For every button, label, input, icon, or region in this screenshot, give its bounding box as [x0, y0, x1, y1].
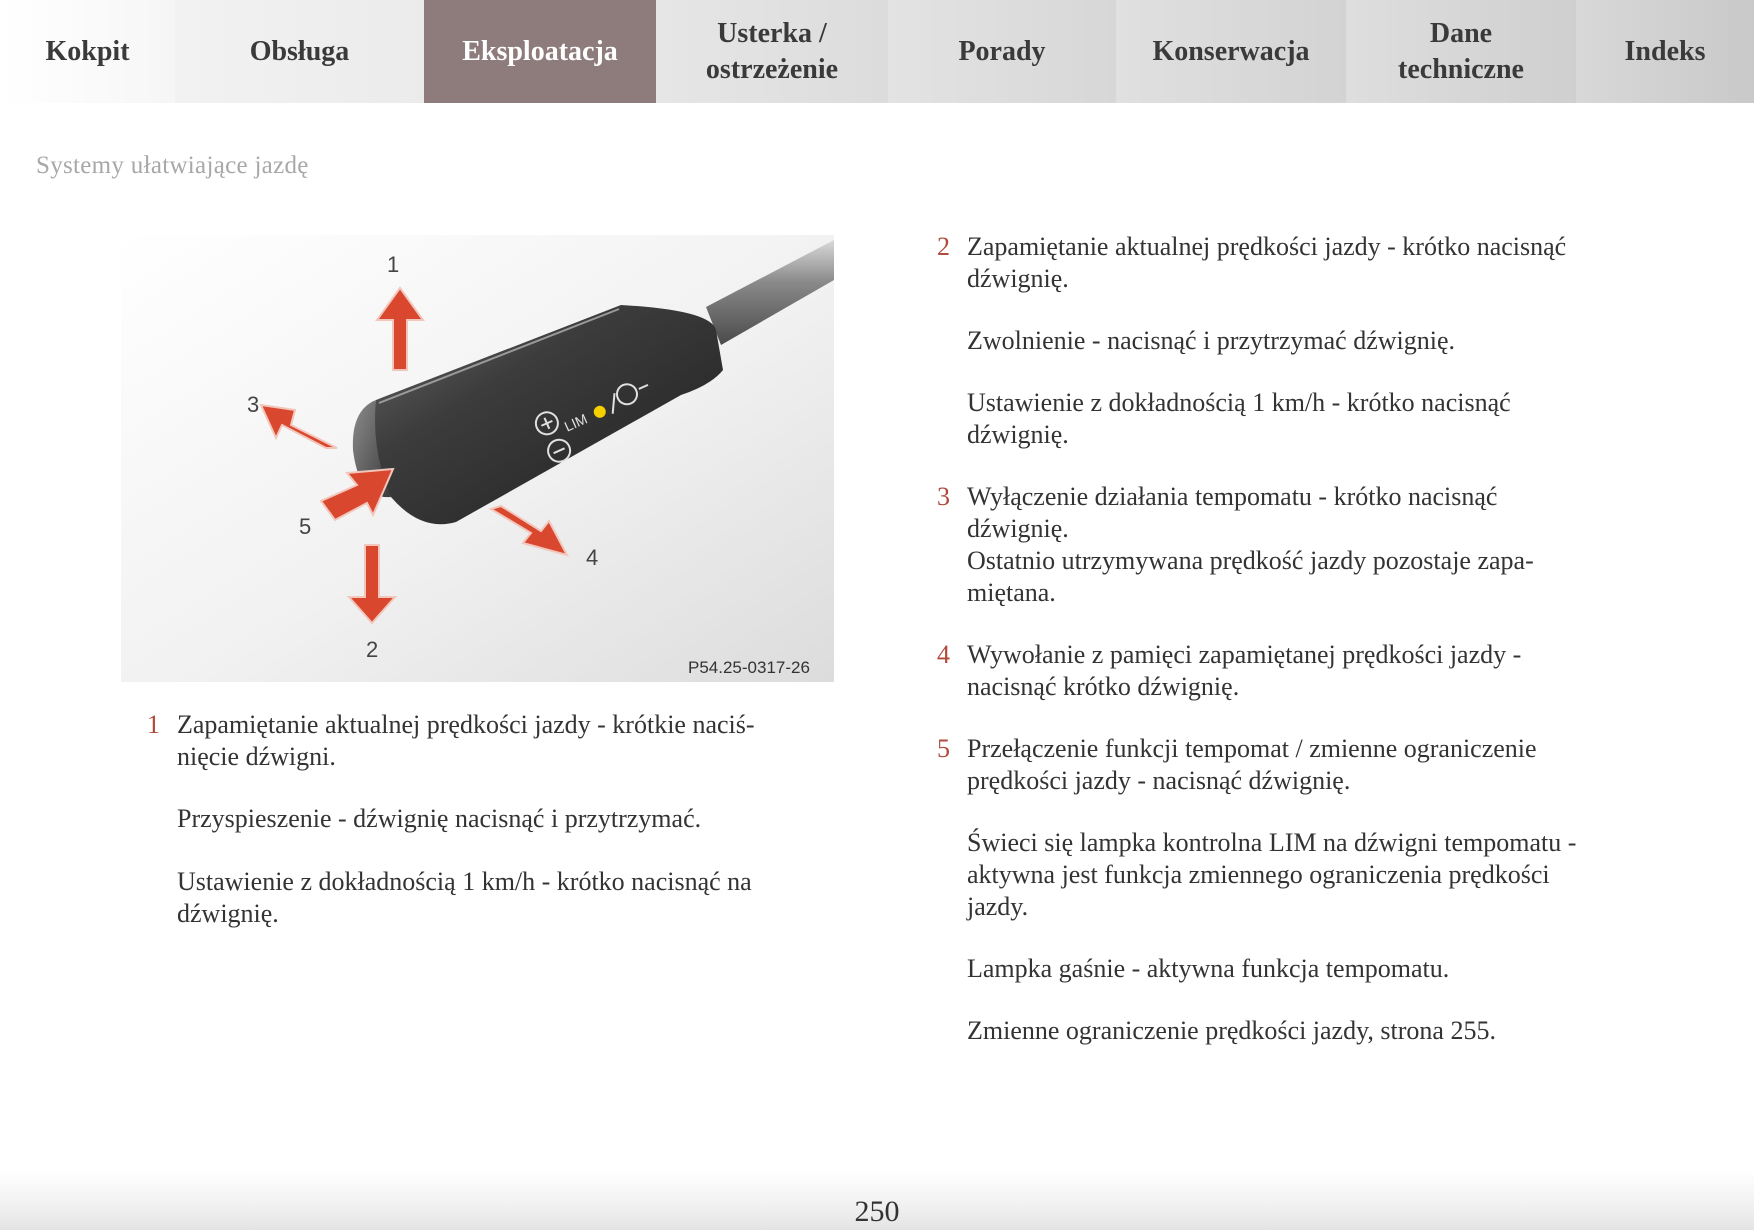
- lim-label: LIM: [561, 410, 590, 435]
- callout-number-4: 4: [586, 545, 599, 570]
- tab-indeks[interactable]: Indeks: [1576, 0, 1754, 103]
- paragraph: Ustawienie z dokładnością 1 km/h - krótko nacisnąć na dźwignię.: [177, 867, 752, 928]
- list-item: [937, 481, 1627, 609]
- section-title: Systemy ułatwiające jazdę: [36, 152, 309, 179]
- figure-code: P54.25-0317-26: [688, 658, 810, 677]
- lever-illustration: [121, 235, 834, 682]
- item-number: 2: [937, 232, 950, 261]
- callout-number-2: 2: [366, 637, 379, 662]
- paragraph: Zwolnienie - nacisnąć i przytrzymać dźwignię.: [967, 326, 1456, 355]
- tab-eksploatacja[interactable]: Eksploatacja: [424, 0, 656, 103]
- callout-number-5: 5: [299, 514, 312, 539]
- paragraph: Przyspieszenie - dźwignię nacisnąć i przytrzymać.: [177, 804, 702, 833]
- item-number: 1: [147, 710, 160, 739]
- item-text: Przełączenie funkcji tempomat / zmienne ograniczenie prędkości jazdy - nacisnąć dźwignię.: [967, 734, 1537, 795]
- paragraph: Świeci się lampka kontrolna LIM na dźwigni tempomatu - aktywna jest funkcja zmiennego ograniczenia prędkości jazdy.: [967, 828, 1577, 921]
- item-text: Zapamiętanie aktualnej prędkości jazdy - krótko nacisnąć dźwignię.: [967, 232, 1567, 293]
- tab-obsluga[interactable]: Obsługa: [175, 0, 424, 103]
- callout-number-1: 1: [387, 252, 400, 277]
- tab-porady[interactable]: Porady: [888, 0, 1116, 103]
- paragraph: Lampka gaśnie - aktywna funkcja tempomatu.: [967, 954, 1450, 983]
- item-text: Zapamiętanie aktualnej prędkości jazdy - krótkie naciś- nięcie dźwigni.: [177, 710, 755, 771]
- item-number: 3: [937, 482, 950, 511]
- list-item: [937, 231, 1627, 295]
- tab-konserwacja[interactable]: Konserwacja: [1116, 0, 1346, 103]
- cruise-control-lever-figure: [121, 235, 834, 682]
- item-number: 5: [937, 734, 950, 763]
- list-item: [937, 733, 1627, 797]
- item-text: Wywołanie z pamięci zapamiętanej prędkości jazdy - nacisnąć krótko dźwignię.: [967, 640, 1522, 701]
- page-number: 250: [854, 1195, 900, 1228]
- item-number: 4: [937, 640, 950, 669]
- chapter-tab-bar: [0, 0, 1754, 103]
- paragraph: Ustawienie z dokładnością 1 km/h - krótko nacisnąć dźwignię.: [967, 388, 1511, 449]
- tab-kokpit[interactable]: Kokpit: [0, 0, 175, 103]
- list-item: [937, 639, 1627, 703]
- callout-number-3: 3: [247, 392, 260, 417]
- tab-dane-techniczne[interactable]: Dane techniczne: [1346, 0, 1576, 103]
- item-text: Wyłączenie działania tempomatu - krótko nacisnąć dźwignię. Ostatnio utrzymywana prędkość jazdy pozostaje zapa- miętana.: [967, 482, 1534, 607]
- cross-reference: Zmienne ograniczenie prędkości jazdy, strona 255.: [967, 1016, 1496, 1045]
- right-column: [937, 231, 1627, 1047]
- tab-usterka-ostrzezenie[interactable]: Usterka / ostrzeżenie: [656, 0, 888, 103]
- list-item: [147, 709, 827, 773]
- left-column: [147, 709, 827, 930]
